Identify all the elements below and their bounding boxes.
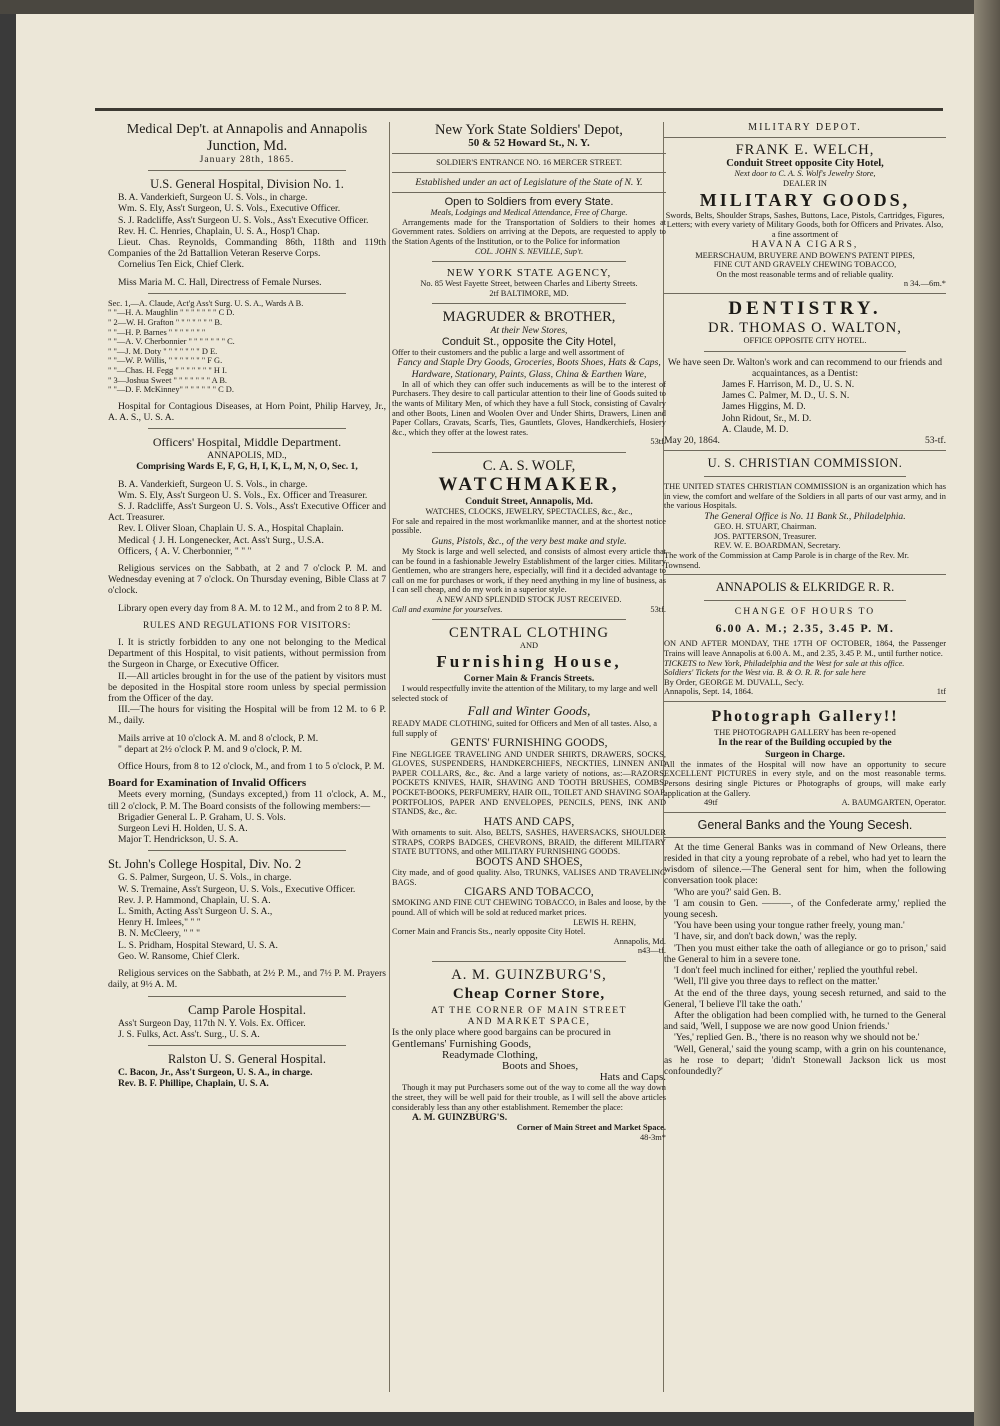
christian-commission-work: The work of the Commission at Camp Parole is in charge of the Rev. Mr. Townsend.: [664, 550, 909, 570]
guinzburg-only: Is the only place where good bargains can be procured in: [392, 1027, 611, 1039]
wolf-call: Call and examine for yourselves.: [392, 604, 503, 614]
central-ready: READY MADE CLOTHING, suited for Officers and Men of all tastes. Also, a full supply of: [392, 719, 657, 738]
welch-next-door: Next door to C. A. S. Wolf's Jewelry Store,: [734, 169, 876, 179]
rule-line: I. It is strictly forbidden to any one not belonging to the Medical Department of this Hospital, to visit patients, without permission from the Surgeon in Charge, or Executive Officer.: [108, 637, 386, 671]
guinzburg-store: Cheap Corner Store,: [452, 985, 606, 1002]
staff-line: B. A. Vanderkieft, Surgeon U. S. Vols., in charge.: [118, 192, 308, 204]
central-season: Fall and Winter Goods,: [467, 703, 591, 719]
welch-street: Conduit Street opposite City Hotel,: [726, 158, 884, 170]
story-paragraph: 'Well, General,' said the young scamp, with a grin on his countenance, as he rose to depart; 'didn't Stonewall Jackson lick us most confoundedly?': [664, 1043, 946, 1077]
ralston-staff: [108, 1067, 386, 1089]
ward-line: " "—H. A. Maughlin " " " " " " " C D.: [108, 308, 235, 318]
photo-signature: A. BAUMGARTEN, Operator.: [841, 798, 946, 808]
guinzburg-goods-3: Boots and Shoes,: [502, 1059, 579, 1072]
story-paragraph: 'I have, sir, and don't back down,' was the reply.: [674, 931, 857, 943]
story-paragraph: 'You have been using your tongue rather freely, young man.': [674, 920, 905, 932]
ward-line: Sec. 1,—A. Claude, Act'g Ass't Surg. U. S. A., Wards A B.: [108, 298, 304, 308]
wolf-street: Conduit Street, Annapolis, Md.: [465, 495, 593, 507]
staff-line: Wm. S. Ely, Ass't Surgeon U. S. Vols., Ex. Officer and Treasurer.: [118, 489, 368, 501]
guinzburg-code: 48-3m*: [639, 1132, 666, 1142]
staff-line: L. Smith, Acting Ass't Surgeon U. S. A.,: [118, 906, 273, 918]
medical-title-line2: Junction, Md.: [206, 138, 288, 154]
welch-text: Swords, Belts, Shoulder Straps, Sashes, Buttons, Lace, Pistols, Cartridges, Figures, Letters; with every variety of Military Goods, both for Officers and Privates. Also, a fine assortment of: [665, 210, 945, 239]
header-rule: [95, 108, 943, 111]
magruder-offer: Offer to their customers and the public a large and well assortment of: [392, 347, 625, 357]
ward-line: " "—J. M. Doty " " " " " " " D E.: [108, 346, 218, 356]
staff-line: S. J. Radcliffe, Ass't Surgeon U. S. Vols., Ass't Executive Officer.: [118, 214, 369, 226]
magruder-code: 53tf.: [650, 437, 666, 447]
reference-line: John Ridout, Sr., M. D.: [722, 412, 812, 424]
board-member: Major T. Hendrickson, U. S. A.: [118, 834, 239, 846]
stjohns-heading: St. John's College Hospital, Div. No. 2: [108, 857, 302, 872]
railroad-date: Annapolis, Sept. 14, 1864.: [664, 687, 754, 697]
guinzburg-corner-1: AT THE CORNER OF MAIN STREET: [431, 1004, 627, 1016]
board-text: Meets every morning, (Sundays excepted,) from 11 o'clock, A. M., till 2 o'clock, P. M. The Board consists of the following members:—: [108, 789, 386, 812]
staff-line: S. J. Radcliffe, Ass't Surgeon U. S. Vols., Ass't Executive Officer and Act. Treasurer.: [108, 500, 386, 524]
welch-military-goods: MILITARY GOODS,: [699, 189, 911, 210]
boots-text: City made, and of good quality. Also, TRUNKS, VALISES AND TRAVELING BAGS.: [392, 867, 666, 887]
story-paragraph: 'Who are you?' said Gen. B.: [674, 886, 782, 898]
officer-line: REV. W. E. BOARDMAN, Secretary.: [714, 541, 841, 551]
stjohns-staff: [108, 872, 386, 962]
rules-heading: RULES AND REGULATIONS FOR VISITORS:: [143, 619, 351, 631]
rehn-code: n43—tf.: [637, 946, 666, 956]
story-paragraph: 'Yes,' replied Gen. B., 'there is no reason why we should not be.': [674, 1032, 920, 1044]
story-paragraph: At the time General Banks was in command of New Orleans, there resided in that city a young reprobate of a rebel, who had yet to learn the wisdom of silence.—The General sent for him, when the following conversation took place:: [664, 841, 946, 887]
christian-commission-officers: [664, 522, 946, 551]
ward-line: " "—D. F. McKinney" " " " " " " C D.: [108, 385, 234, 395]
ward-assignments: [108, 299, 386, 395]
story-paragraph: At the end of the three days, young secesh returned, and said to the General, 'I believe I'll take the oath.': [664, 987, 946, 1010]
staff-line: W. S. Tremaine, Ass't Surgeon, U. S. Vols., Executive Officer.: [118, 883, 356, 895]
magruder-subheading: At their New Stores,: [490, 325, 568, 337]
guinzburg-goods-4: Hats and Caps.: [599, 1071, 666, 1084]
rehn-signature: LEWIS H. REHN,: [573, 917, 636, 927]
railroad-code: 1tf: [936, 687, 946, 697]
photo-reopened: THE PHOTOGRAPH GALLERY has been re-opened: [714, 727, 896, 737]
wolf-guns: Guns, Pistols, &c., of the very best make and style.: [431, 535, 627, 547]
railroad-heading: ANNAPOLIS & ELKRIDGE R. R.: [715, 580, 895, 595]
railroad-soldiers: Soldiers' Tickets for the West via. B. & O. R. R. for sale here: [664, 668, 866, 678]
walton-date: May 20, 1864.: [664, 434, 720, 446]
wolf-code: 53tf.: [650, 604, 666, 614]
rehn-place: Annapolis, Md.: [613, 936, 666, 946]
stjohns-religious: Religious services on the Sabbath, at 2½ P. M., and 7½ P. M. Prayers daily, at 9½ A. M.: [108, 968, 386, 991]
staff-line: G. S. Palmer, Surgeon, U. S. Vols., in charge.: [118, 872, 292, 884]
religious-services: Religious services on the Sabbath, at 2 and 7 o'clock P. M. and Wednesday evening at 7 o'clock. On Thursday evening, Bible Class at 7 o'clock.: [108, 563, 386, 597]
officer-line: GEO. H. STUART, Chairman.: [714, 522, 817, 532]
banks-story: [664, 842, 946, 1077]
rule-line: II.—All articles brought in for the use of the patient by visitors must be deposited in the Hospital store room unless by special permission from the Officer of the day.: [108, 670, 386, 705]
story-paragraph: After the obligation had been complied with, he turned to the General and said, 'Well, I suppose we are now good Union friends.': [664, 1009, 946, 1033]
ward-line: " "—W. P. Willis, " " " " " " " F G.: [108, 356, 223, 366]
staff-line: L. S. Pridham, Hospital Steward, U. S. A.: [118, 939, 278, 951]
staff-line: Rev. J. P. Hammond, Chaplain, U. S. A.: [118, 894, 271, 906]
christian-commission-text: THE UNITED STATES CHRISTIAN COMMISSION is an organization which has in view, the comfort and welfare of the Soldiers in all parts of our vast army, and in the various Hospitals.: [664, 482, 946, 511]
ny-depot-title: New York State Soldiers' Depot,: [435, 122, 623, 138]
mails-arrive: Mails arrive at 10 o'clock A. M. and 8 o'clock, P. M.: [118, 732, 319, 744]
ward-line: " "—Chas. H. Fegg " " " " " " " H I.: [108, 365, 227, 375]
reference-line: A. Claude, M. D.: [722, 423, 789, 435]
welch-tobacco: FINE CUT AND GRAVELY CHEWING TOBACCO,: [713, 260, 897, 270]
medical-date: January 28th, 1865.: [199, 154, 295, 165]
officers-hospital-staff: [108, 479, 386, 557]
staff-line: Wm. S. Ely, Ass't Surgeon, U. S. Vols., Executive Officer.: [118, 203, 341, 215]
welch-name: FRANK E. WELCH,: [735, 142, 875, 159]
photo-surgeon: Surgeon in Charge.: [765, 748, 845, 760]
reference-line: James F. Harrison, M. D., U. S. N.: [722, 378, 855, 390]
board-heading: Board for Examination of Invalid Officers: [108, 777, 307, 790]
dentistry-heading: DENTISTRY.: [728, 297, 882, 319]
ward-line: " "—A. V. Cherbonnier " " " " " " " C.: [108, 337, 235, 347]
walton-office: OFFICE OPPOSITE CITY HOTEL.: [743, 335, 867, 345]
officers-hospital-city: ANNAPOLIS, MD.,: [207, 450, 287, 462]
staff-line: J. S. Fulks, Act. Ass't. Surg., U. S. A.: [118, 1028, 260, 1040]
board-members: [108, 812, 386, 846]
story-paragraph: 'I don't feel much inclined for either,' replied the youthful rebel.: [674, 965, 918, 977]
railroad-hours: 6.00 A. M.; 2.35, 3.45 P. M.: [715, 621, 895, 636]
photo-rear: In the rear of the Building occupied by the: [718, 737, 892, 749]
general-hospital-heading: U.S. General Hospital, Division No. 1.: [150, 177, 344, 192]
column-medical-department: [108, 122, 386, 1089]
story-paragraph: 'Well, I'll give you three days to reflect on the matter.': [674, 976, 880, 988]
camp-parole-staff: [108, 1018, 386, 1040]
magruder-street: Conduit St., opposite the City Hotel,: [441, 335, 617, 348]
column-military-depot: [664, 122, 946, 1077]
ny-depot-established: Established under an act of Legislature of the State of N. Y.: [415, 176, 643, 188]
cigars-text: SMOKING AND FINE CUT CHEWING TOBACCO, in Bales and loose, by the pound. All of which will be sold at reduced market prices.: [392, 898, 666, 917]
magruder-text: In all of which they can offer such inducements as will be to the interest of Purchasers. They desire to call particular attention to their line of Goods suited to the wants of Military Men, of which they have a full Stock, consisting of Cavalry and other Boots, Linen and Woolen Over and Under Shirts, Drawers, Linen and Paper Collars, Cravats, Scarfs, Ties, Gauntlets, Gloves, Handkerchiefs, Hosiery &c., which they offer at the lowest rates.: [392, 379, 666, 437]
visitor-rules: [108, 637, 386, 727]
rehn-address: Corner Main and Francis Sts., nearly opposite City Hotel.: [392, 927, 586, 937]
ny-depot-entrance: SOLDIER'S ENTRANCE NO. 16 MERCER STREET.: [436, 158, 622, 168]
central-invite: I would respectfully invite the attention of the Military, to my large and well selected stock of: [392, 684, 658, 703]
ny-depot-open: Open to Soldiers from every State.: [444, 196, 614, 208]
staff-line: Medical { J. H. Longenecker, Act. Ass't Surg., U.S.A.: [118, 534, 324, 546]
staff-line: C. Bacon, Jr., Ass't Surgeon, U. S. A., in charge.: [118, 1066, 313, 1078]
welch-pipes: MEERSCHAUM, BRUYERE AND BOWEN'S PATENT PIPES,: [695, 250, 915, 260]
railroad-change: CHANGE OF HOURS TO: [734, 606, 876, 618]
ward-line: " 2—W. H. Grafton " " " " " " " B.: [108, 318, 223, 328]
photo-text: All the inmates of the Hospital will now have an opportunity to secure EXCELLENT PICTURES in every style, and on the most reasonable terms. Persons desiring single Pictures or Photographs of groups, will make early application at the Gallery.: [664, 759, 946, 798]
general-hospital-staff: [108, 192, 386, 270]
guinzburg-goods-1: Gentlemans' Furnishing Goods,: [392, 1037, 532, 1050]
staff-line: B. A. Vanderkieft, Surgeon U. S. Vols., in charge.: [118, 478, 308, 490]
ralston-heading: Ralston U. S. General Hospital.: [168, 1051, 326, 1066]
wolf-repair: For sale and repaired in the most workmanlike manner, and at the shortest notice possible.: [392, 516, 666, 536]
railroad-text: ON AND AFTER MONDAY, THE 17TH OF OCTOBER, 1864, the Passenger Trains will leave Annapolis at 6.00 A. M., and 2.35, 3.45 P. M., until further notice.: [664, 639, 946, 658]
welch-cigars: HAVANA CIGARS,: [751, 239, 859, 251]
ny-agency-place: 2tf BALTIMORE, MD.: [489, 288, 569, 298]
staff-line: Ass't Surgeon Day, 117th N. Y. Vols. Ex. Officer.: [118, 1017, 306, 1029]
staff-line: Rev. I. Oliver Sloan, Chaplain U. S. A., Hospital Chaplain.: [118, 523, 344, 535]
wolf-stock: A NEW AND SPLENDID STOCK JUST RECEIVED.: [436, 595, 622, 605]
central-corner: Corner Main & Francis Streets.: [463, 672, 595, 684]
ward-line: " "—H. P. Barnes " " " " " " ": [108, 327, 206, 337]
ny-depot-address: 50 & 52 Howard St., N. Y.: [468, 137, 590, 149]
guinzburg-text: Though it may put Purchasers some out of the way to come all the way down the street, they will be well paid for their trouble, as I will sell the above articles considerably less than any other establishment. Remember the place:: [392, 1083, 666, 1112]
officers-hospital-heading: Officers' Hospital, Middle Department.: [152, 435, 342, 450]
staff-line: Geo. W. Ransome, Chief Clerk.: [118, 950, 240, 962]
staff-line: Rev. H. C. Henries, Chaplain, U. S. A., Hosp'l Chap.: [118, 225, 320, 237]
railroad-tickets: TICKETS to New York, Philadelphia and the West for sale at this office.: [664, 658, 905, 668]
column-rule: [389, 122, 390, 1392]
reference-line: James C. Palmer, M. D., U. S. N.: [722, 390, 850, 402]
reference-line: James Higgins, M. D.: [722, 401, 806, 413]
welch-dealer: DEALER IN: [783, 179, 827, 188]
magruder-goods: Fancy and Staple Dry Goods, Groceries, Boots Shoes, Hats & Caps, Hardware, Stationary, Paints, Glass, China & Earthen Ware,: [397, 357, 661, 380]
medical-title: Medical Dep't. at Annapolis and Annapolis: [126, 122, 368, 137]
officer-line: JOS. PATTERSON, Treasurer.: [714, 531, 817, 541]
staff-line: Officers, { A. V. Cherbonnier, " " ": [118, 545, 252, 557]
contagious-hospital: Hospital for Contagious Diseases, at Horn Point, Philip Harvey, Jr., A. A. S., U. S. A.: [108, 400, 386, 423]
magruder-heading: MAGRUDER & BROTHER,: [442, 309, 616, 326]
board-member: Brigadier General L. P. Graham, U. S. Vols.: [118, 811, 286, 823]
central-heading: CENTRAL CLOTHING: [448, 625, 610, 642]
rule-line: III.—The hours for visiting the Hospital will be from 12 M. to 6 P. M., daily.: [108, 704, 386, 727]
ny-depot-signature: COL. JOHN S. NEVILLE, Sup't.: [474, 246, 584, 256]
ny-agency-address: No. 85 West Fayette Street, between Charles and Liberty Streets.: [420, 279, 638, 289]
staff-line: Cornelius Ten Eick, Chief Clerk.: [118, 259, 244, 271]
mails-depart: " depart at 2½ o'clock P. M. and 9 o'clock, P. M.: [118, 743, 303, 755]
walton-name: DR. THOMAS O. WALTON,: [708, 319, 902, 336]
depot-heading: MILITARY DEPOT.: [748, 122, 862, 133]
office-hours: Office Hours, from 8 to 12 o'clock, M., and from 1 to 5 o'clock, P. M.: [118, 761, 385, 773]
wolf-heading: C. A. S. WOLF,: [482, 457, 576, 474]
christian-commission-heading: U. S. CHRISTIAN COMMISSION.: [707, 456, 903, 471]
story-paragraph: 'Then you must either take the oath of allegiance or go to prison,' said the General to him in a severe tone.: [664, 942, 946, 965]
hats-heading: HATS AND CAPS,: [483, 815, 575, 828]
camp-parole-heading: Camp Parole Hospital.: [187, 1001, 307, 1017]
staff-line: Rev. B. F. Phillipe, Chaplain, U. S. A.: [118, 1078, 269, 1090]
library-hours: Library open every day from 8 A. M. to 12 M., and from 2 to 8 P. M.: [118, 602, 383, 614]
wolf-items: WATCHES, CLOCKS, JEWELRY, SPECTACLES, &c., &c.,: [425, 507, 633, 517]
wolf-text: My Stock is large and well selected, and consists of almost every article that can be found in a fashionable Jewelry Establishment of the larger cities. Military Gentlemen, who are strangers here, especially, will find it a decided advantage to call on me for purchases or work, if they need anything in my line of business, as I can sell cheap, and do my work in a superior style.: [392, 547, 666, 595]
officers-hospital-wards: Comprising Wards E, F, G, H, I, K, L, M, N, O, Sec. 1,: [136, 461, 358, 473]
welch-terms: On the most reasonable terms and of reliable quality.: [716, 269, 894, 279]
walton-references: [664, 379, 946, 435]
guinzburg-corner-2: AND MARKET SPACE,: [467, 1016, 591, 1028]
ward-line: " 3—Joshua Sweet " " " " " " " A B.: [108, 375, 228, 385]
hats-text: With ornaments to suit. Also, BELTS, SASHES, HAVERSACKS, SHOULDER STRAPS, CORPS BADGES, CHEVRONS, BRAID, the different MILITARY STATE BUTTONS, and other MILITARY FURNISHING GOODS.: [392, 828, 666, 857]
wolf-watchmaker: WATCHMAKER,: [438, 473, 620, 495]
banks-heading: General Banks and the Young Secesh.: [697, 817, 913, 832]
staff-line: Henry H. Imlees," " ": [118, 917, 201, 929]
central-and: AND: [519, 641, 539, 651]
guinzburg-heading: A. M. GUINZBURG'S,: [451, 966, 607, 983]
ny-depot-text: Arrangements made for the Transportation of Soldiers to their homes at Government rates. Soldiers on arriving at the Depots, are requested to apply to the Station Agents of the Institution, or to the Police for information: [392, 217, 666, 246]
boots-heading: BOOTS AND SHOES,: [475, 855, 583, 868]
board-member: Surgeon Levi H. Holden, U. S. A.: [118, 823, 248, 835]
railroad-order: By Order, GEORGE M. DUVALL, Sec'y.: [664, 677, 804, 687]
staff-line: Lieut. Chas. Reynolds, Commanding 86th, 118th and 119th Companies of the 2d Battallion Veteran Reserve Corps.: [108, 237, 386, 260]
ny-agency-heading: NEW YORK STATE AGENCY,: [446, 267, 612, 280]
guinzburg-signature: A. M. GUINZBURG'S.: [412, 1112, 508, 1124]
cigars-heading: CIGARS AND TOBACCO,: [464, 886, 594, 899]
gents-heading: GENTS' FURNISHING GOODS,: [450, 737, 608, 750]
ny-depot-meals: Meals, Lodgings and Medical Attendance, Free of Charge.: [430, 208, 628, 218]
guinzburg-address: Corner of Main Street and Market Space.: [516, 1123, 666, 1133]
photo-code: 49tf: [704, 798, 718, 808]
nurses-directress: Miss Maria M. C. Hall, Directress of Female Nurses.: [118, 276, 322, 288]
photo-heading: Photograph Gallery!!: [711, 707, 899, 725]
walton-text: We have seen Dr. Walton's work and can recommend to our friends and acquaintances, as a Dentist:: [667, 356, 943, 379]
staff-line: B. N. McCleery, " " ": [118, 928, 201, 940]
story-paragraph: 'I am cousin to Gen. ———, of the Confederate army,' replied the young secesh.: [664, 897, 946, 921]
walton-code: 53-tf.: [924, 434, 946, 446]
guinzburg-goods-2: Readymade Clothing,: [442, 1048, 538, 1061]
scan-top-edge: [0, 0, 1000, 14]
welch-code: n 34.—6m.*: [903, 279, 946, 289]
central-furnishing: Furnishing House,: [436, 651, 622, 671]
column-advertisements: [392, 122, 666, 1143]
christian-commission-office: The General Office is No. 11 Bank St., Philadelphia.: [704, 510, 906, 522]
gents-text: Fine NEGLIGEE TRAVELING AND UNDER SHIRTS, DRAWERS, SOCKS, GLOVES, SUSPENDERS, HANDKERCHIEFS, NECKTIES, LINNEN AND PAPER COLLARS, &c., &c. And a large variety of notions, as:—RAZORS, POCKETS KNIVES, HAIR, SHAVING AND TOOTH BRUSHES, COMBS, POCKET-BOOKS, PERFUMERY, HAIR OIL, TOILET AND SHAVING SOAP, PORTFOLIOS, PAPER AND ENVELOPES, PENCILS, PENS, INK AND STANDS, &c., &c.: [392, 749, 666, 817]
scan-right-edge: [974, 0, 1000, 1426]
